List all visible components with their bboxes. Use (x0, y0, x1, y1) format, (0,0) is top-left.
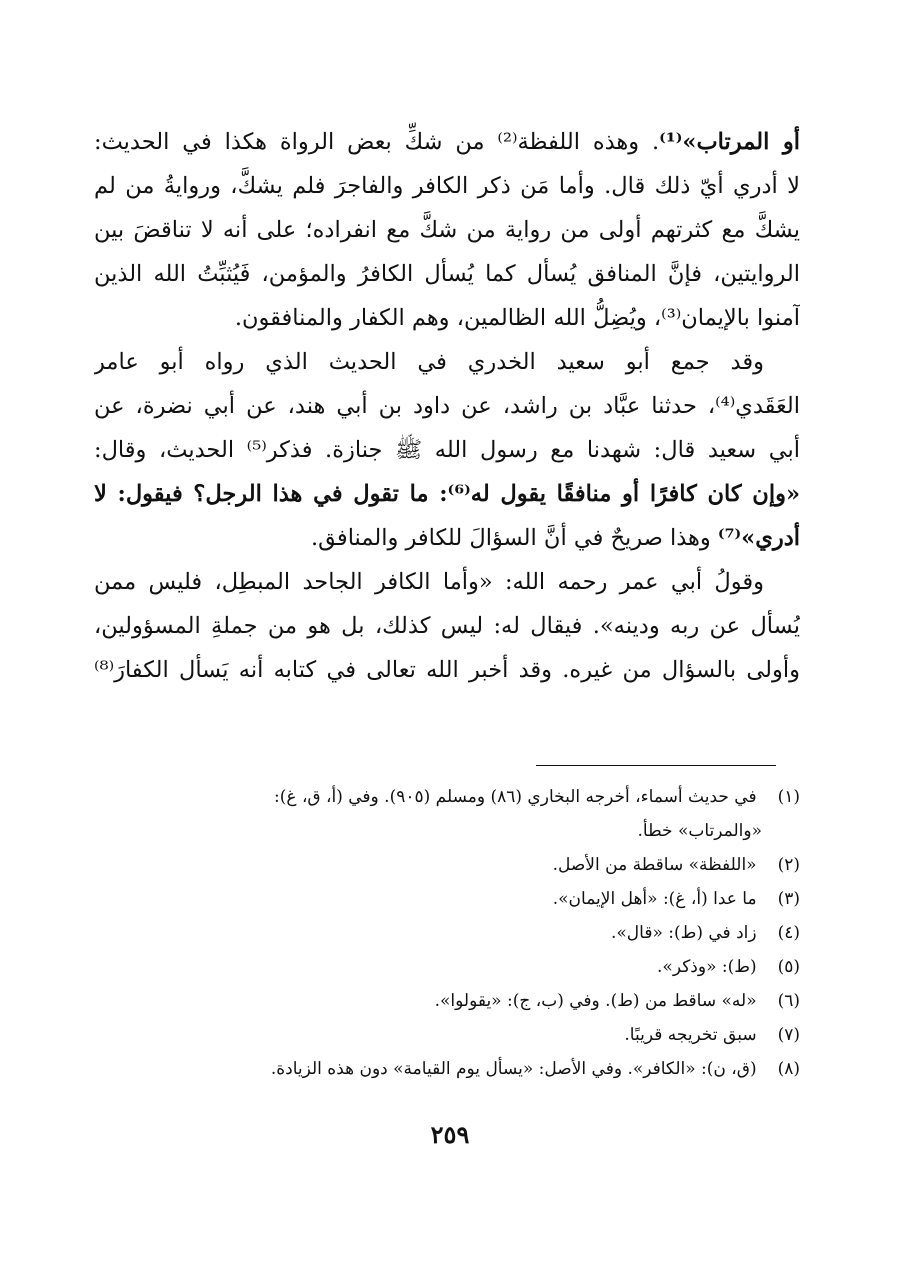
bold-span: أدري»⁽⁷⁾ (717, 525, 800, 551)
text-span: يُسأل عن ربه ودينه». فيقال له: ليس كذلك، بل هو من جملةِ المسؤولين، (94, 613, 800, 639)
text-span: الروايتين، فإنَّ المنافق يُسأل كما يُسأل الكافرُ والمؤمن، فَيُثبِّتُ الله الذين (94, 261, 800, 287)
text-span: يشكَّ مع كثرتهم أولى من رواية من شكَّ مع انفراده؛ على أنه لا تناقضَ بين (94, 217, 800, 243)
text-line-6 (94, 340, 800, 384)
footnote-5 (94, 950, 800, 984)
text-span: وأولى بالسؤال من غيره. وقد أخبر الله تعالى في كتابه أنه يَسأل الكفارَ⁽⁸⁾ (94, 657, 800, 683)
text-span: لا أدري أيّ ذلك قال. وأما مَن ذكر الكافر والفاجرَ فلم يشكَّ، وروايةُ من لم (94, 173, 800, 199)
footnote-text: سبق تخريجه قريبًا. (624, 1025, 757, 1045)
text-line-9 (94, 472, 800, 516)
text-span: أبي سعيد قال: شهدنا مع رسول الله ﷺ جنازة. فذكر⁽⁵⁾ الحديث، وقال: (94, 437, 800, 463)
footnote-3 (94, 882, 800, 916)
text-line-12 (94, 604, 800, 648)
text-line-11 (94, 560, 800, 604)
footnote-2 (94, 848, 800, 882)
footnote-number: (٣) (777, 889, 800, 909)
text-line-5 (94, 296, 800, 340)
footnote-text: زاد في (ط): «قال». (611, 923, 757, 943)
footnote-number: (٤) (777, 923, 800, 943)
footnote-divider (536, 765, 776, 766)
footnote-1-continued (94, 814, 800, 848)
text-line-1 (94, 120, 800, 164)
main-text (94, 120, 800, 692)
footnote-number: (٢) (777, 855, 800, 875)
footnote-text: «له» ساقط من (ط). وفي (ب، ج): «يقولوا». (434, 991, 757, 1011)
footnote-4 (94, 916, 800, 950)
footnote-7 (94, 1018, 800, 1052)
text-line-4 (94, 252, 800, 296)
footnote-number: (٧) (777, 1025, 800, 1045)
page-number: ٢٥٩ (430, 1120, 470, 1149)
text-line-8 (94, 428, 800, 472)
text-span: وقولُ أبي عمر رحمه الله: «وأما الكافر الجاحد المبطِل، فليس ممن (94, 569, 764, 595)
footnote-text: «اللفظة» ساقطة من الأصل. (552, 855, 757, 875)
text-line-13 (94, 648, 800, 692)
footnote-text: «والمرتاب» خطأ. (637, 821, 762, 841)
footnote-number: (٦) (777, 991, 800, 1011)
bold-span: «وإن كان كافرًا أو منافقًا يقول له⁽⁶⁾: ما تقول في هذا الرجل؟ فيقول: لا (94, 481, 800, 507)
footnote-number: (٨) (777, 1059, 800, 1079)
text-line-2 (94, 164, 800, 208)
footnotes (94, 780, 800, 1086)
footnote-text: (ط): «وذكر». (657, 957, 757, 977)
footnote-text: (ق، ن): «الكافر». وفي الأصل: «يسأل يوم القيامة» دون هذه الزيادة. (270, 1059, 757, 1079)
bold-span: أو المرتاب»⁽¹⁾ (659, 129, 800, 155)
text-span: آمنوا بالإيمان⁽³⁾، ويُضِلُّ الله الظالمين، وهم الكفار والمنافقون. (234, 305, 800, 331)
text-span: العَقَدي⁽⁴⁾، حدثنا عبَّاد بن راشد، عن داود بن أبي هند، عن أبي نضرة، عن (94, 393, 800, 419)
footnote-8 (94, 1052, 800, 1086)
footnote-number: (١) (777, 787, 800, 807)
footnote-text: في حديث أسماء، أخرجه البخاري (٨٦) ومسلم (٩٠٥). وفي (أ، ق، غ): (274, 787, 757, 807)
text-line-3 (94, 208, 800, 252)
footnote-text: ما عدا (أ، غ): «أهل الإيمان». (552, 889, 757, 909)
text-line-10 (94, 516, 800, 560)
text-line-7 (94, 384, 800, 428)
footnote-number: (٥) (777, 957, 800, 977)
footnote-1 (94, 780, 800, 814)
text-span: وقد جمع أبو سعيد الخدري في الحديث الذي رواه أبو عامر (94, 349, 764, 375)
text-span: وهذا صريحٌ في أنَّ السؤالَ للكافر والمنافق. (311, 525, 718, 551)
footnote-6 (94, 984, 800, 1018)
text-span: . وهذه اللفظة⁽²⁾ من شكِّ بعض الرواة هكذا في الحديث: (94, 129, 660, 155)
